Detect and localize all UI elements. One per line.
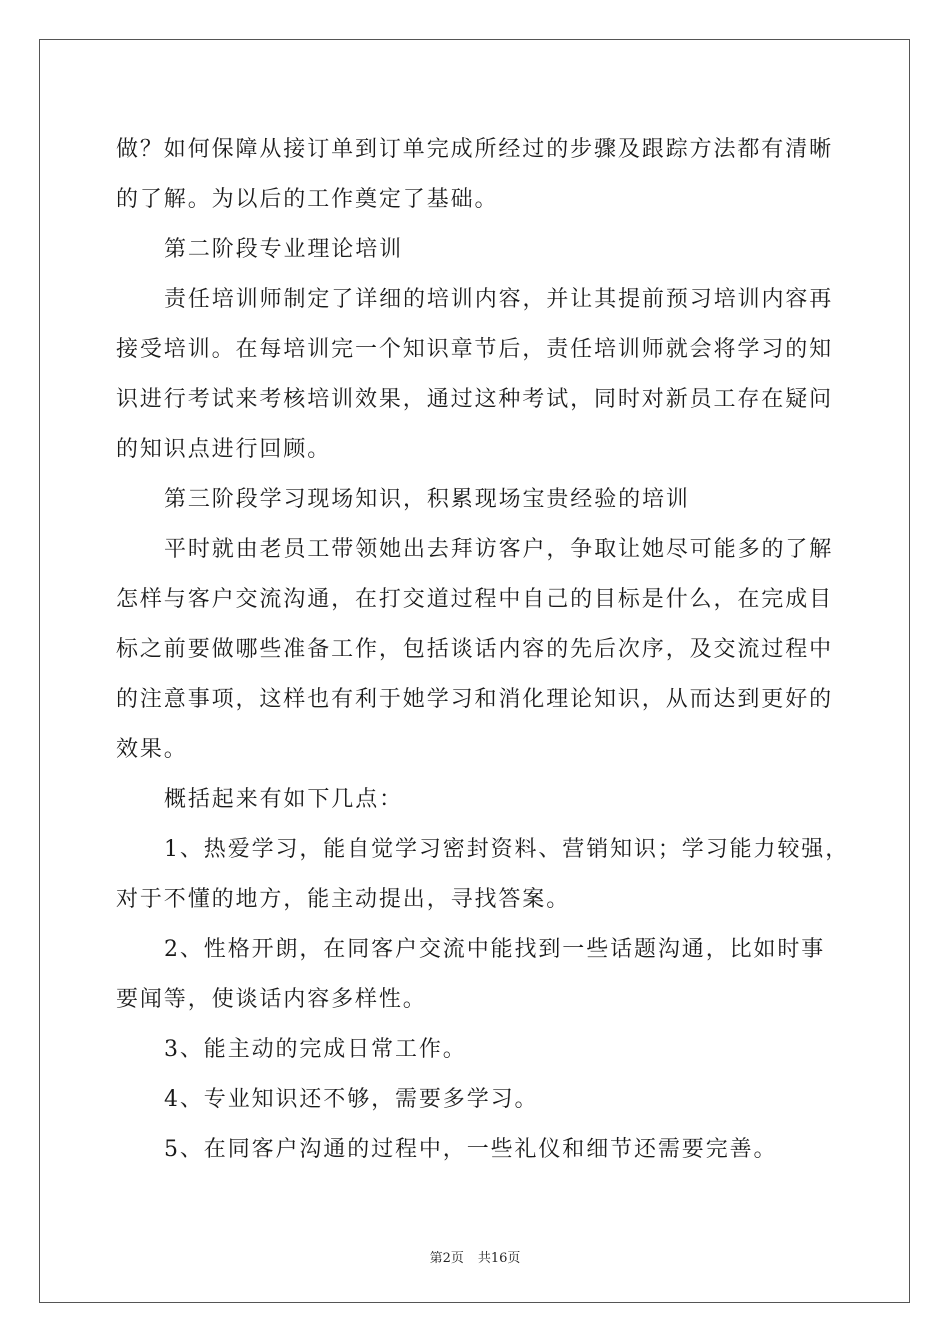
text-line: 识进行考试来考核培训效果，通过这种考试，同时对新员工存在疑问 xyxy=(116,387,834,412)
section-heading: 第三阶段学习现场知识，积累现场宝贵经验的培训 xyxy=(164,487,690,512)
text-line: 概括起来有如下几点： xyxy=(164,787,404,812)
list-item: 3、能主动的完成日常工作。 xyxy=(164,1037,467,1062)
list-item: 2、性格开朗，在同客户交流中能找到一些话题沟通，比如时事 xyxy=(164,937,826,962)
text-line: 接受培训。在每培训完一个知识章节后，责任培训师就会将学习的知 xyxy=(116,337,834,362)
page-total: 共16页 xyxy=(477,1251,521,1266)
list-item: 4、专业知识还不够，需要多学习。 xyxy=(164,1087,539,1112)
text-line: 做？如何保障从接订单到订单完成所经过的步骤及跟踪方法都有清晰 xyxy=(116,137,834,162)
list-item: 5、在同客户沟通的过程中，一些礼仪和细节还需要完善。 xyxy=(164,1137,778,1162)
text-line: 标之前要做哪些准备工作，包括谈话内容的先后次序，及交流过程中 xyxy=(116,637,834,662)
section-heading: 第二阶段专业理论培训 xyxy=(164,237,404,262)
page-number: 第2页 xyxy=(429,1251,464,1266)
text-line: 责任培训师制定了详细的培训内容，并让其提前预习培训内容再 xyxy=(164,287,834,312)
text-line: 对于不懂的地方，能主动提出，寻找答案。 xyxy=(116,887,571,912)
text-line: 的知识点进行回顾。 xyxy=(116,437,332,462)
page-footer xyxy=(0,1247,950,1266)
document-body xyxy=(116,130,850,1180)
list-item: 1、热爱学习，能自觉学习密封资料、营销知识；学习能力较强， xyxy=(164,837,850,862)
text-line: 平时就由老员工带领她出去拜访客户，争取让她尽可能多的了解 xyxy=(164,537,834,562)
text-line: 怎样与客户交流沟通，在打交道过程中自己的目标是什么，在完成目 xyxy=(116,587,834,612)
text-line: 效果。 xyxy=(116,737,188,762)
text-line: 的注意事项，这样也有利于她学习和消化理论知识，从而达到更好的 xyxy=(116,687,834,712)
text-line: 要闻等，使谈话内容多样性。 xyxy=(116,987,427,1012)
text-line: 的了解。为以后的工作奠定了基础。 xyxy=(116,187,499,212)
